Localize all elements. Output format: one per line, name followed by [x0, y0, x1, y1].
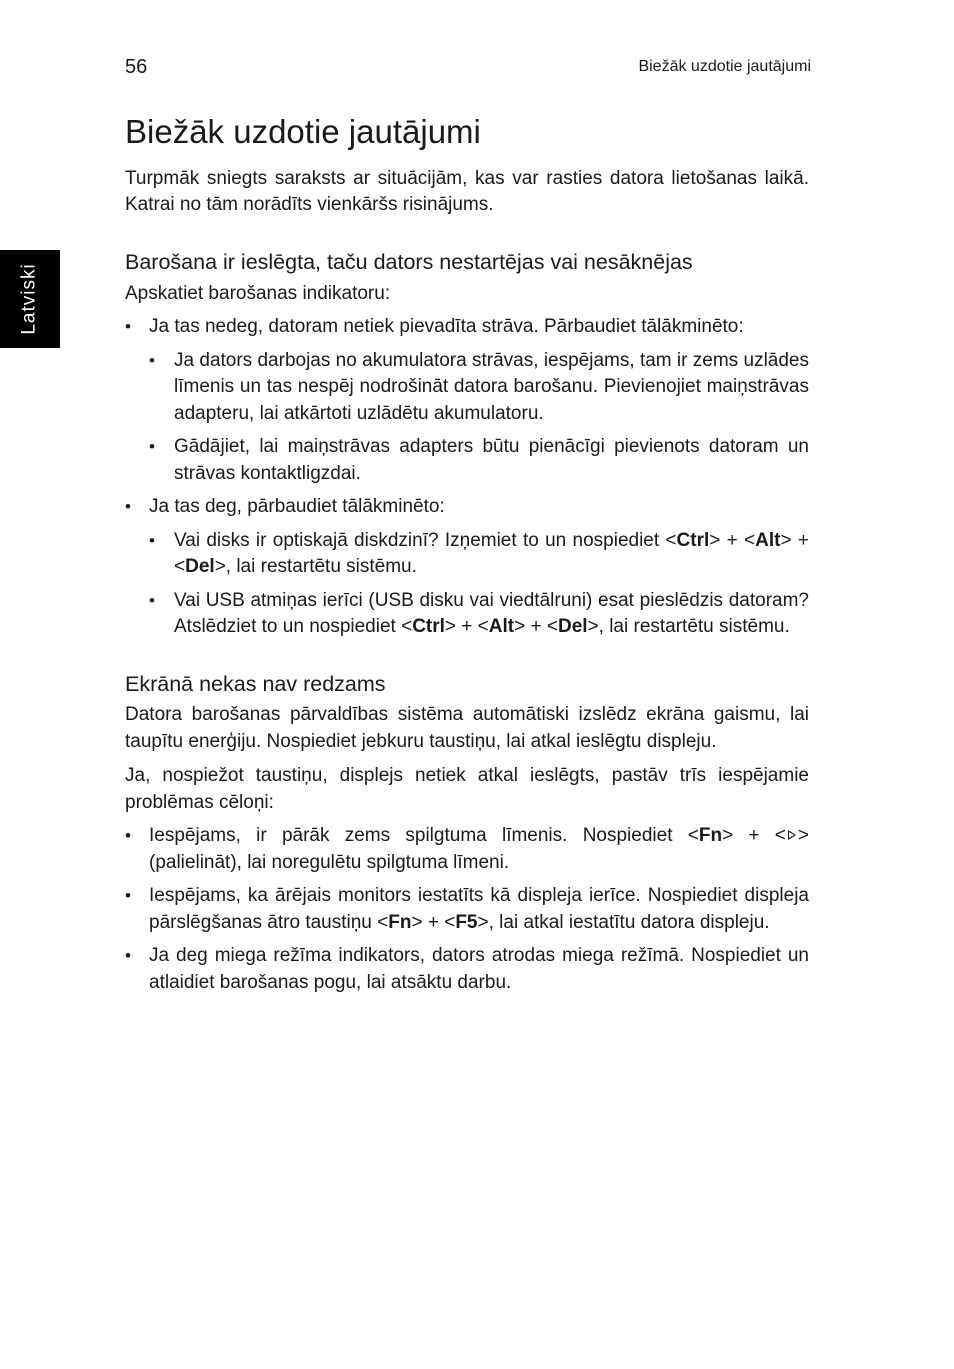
page-title: Biežāk uzdotie jautājumi — [125, 113, 481, 150]
bullet: • — [125, 497, 131, 517]
list-item-text: Iespējams, ir pārāk zems spilgtuma līmenis. Nospiediet <Fn> + < > (palielināt), lai noregulētu spilgtuma līmeni. — [149, 825, 809, 873]
list-item-text: Ja deg miega režīma indikators, dators atrodas miega režīmā. Nospiediet un atlaidiet barošanas pogu, lai atsāktu darbu. — [149, 945, 809, 993]
list-item-text: Iespējams, ka ārējais monitors iestatīts kā displeja ierīce. Nospiediet displeja pārslēgšanas ātro taustiņu <Fn> + <F5>, lai atkal iestatītu datora displeju. — [149, 885, 809, 933]
running-header: Biežāk uzdotie jautājumi — [638, 58, 811, 75]
list-item-text: Ja dators darbojas no akumulatora strāvas, iespējams, tam ir zems uzlādes līmenis un tas nespēj nodrošināt datora barošanu. Pievienojiet maiņstrāvas adapteru, lai atkārtoti uzlādētu akumulatoru. — [174, 349, 809, 424]
list-item — [125, 348, 809, 428]
key-label: Del — [557, 616, 588, 638]
key-label: Ctrl — [412, 616, 445, 638]
list-item-text: Ja tas nedeg, datoram netiek pievadīta strāva. Pārbaudiet tālākminēto: — [149, 316, 744, 338]
key-label: Alt — [755, 529, 781, 551]
list-item — [125, 528, 809, 581]
key-label: F5 — [455, 911, 478, 933]
key-label: Fn — [698, 825, 723, 847]
body-paragraph: Datora barošanas pārvaldības sistēma automātiski izslēdz ekrāna gaismu, lai taupītu enerģiju. Nospiediet jebkuru taustiņu, lai atkal ieslēgtu displeju. — [125, 704, 809, 752]
brightness-up-icon — [788, 830, 796, 840]
list-item-text: Ja tas deg, pārbaudiet tālākminēto: — [149, 496, 445, 518]
bullet: • — [125, 317, 131, 337]
list-item-text: Vai USB atmiņas ierīci (USB disku vai viedtālruni) esat pieslēdzis datoram? Atslēdziet to un nospiediet <Ctrl> + <Alt> + <Del>, lai restartētu sistēmu. — [174, 589, 809, 638]
bullet: • — [149, 350, 155, 370]
bullet: • — [149, 530, 155, 550]
list-item — [125, 823, 809, 876]
bullet: • — [125, 826, 131, 846]
list-item — [125, 434, 809, 487]
body-paragraph: Ja, nospiežot taustiņu, displejs netiek atkal ieslēgts, pastāv trīs iespējamie problēmas cēloņi: — [125, 765, 809, 813]
section-heading-display: Ekrānā nekas nav redzams — [125, 671, 386, 696]
bullet: • — [125, 886, 131, 906]
list-item-text: Vai disks ir optiskajā diskdzinī? Izņemiet to un nospiediet <Ctrl> + <Alt> + <Del>, lai restartētu sistēmu. — [174, 529, 809, 578]
key-label: Del — [185, 556, 215, 578]
list-item — [125, 314, 809, 341]
section-heading-power: Barošana ir ieslēgta, taču dators nestartējas vai nesāknējas — [125, 249, 693, 274]
main-content — [125, 112, 809, 996]
list-item-text: Gādājiet, lai maiņstrāvas adapters būtu pienācīgi pievienots datoram un strāvas kontaktligzdai. — [174, 436, 809, 484]
language-side-tab — [0, 250, 60, 348]
key-label: Ctrl — [676, 529, 710, 551]
language-label: Latviski — [19, 263, 41, 335]
key-label: Fn — [388, 911, 412, 933]
page-number: 56 — [125, 56, 148, 78]
intro-paragraph: Turpmāk sniegts saraksts ar situācijām, kas var rasties datora lietošanas laikā. Katrai no tām norādīts vienkāršs risinājums. — [125, 167, 809, 216]
list-item — [125, 588, 809, 641]
list-item — [125, 943, 809, 996]
bullet: • — [149, 437, 155, 457]
list-item — [125, 494, 809, 521]
section-lead: Apskatiet barošanas indikatoru: — [125, 282, 391, 304]
key-label: Alt — [488, 616, 515, 638]
list-item — [125, 883, 809, 936]
bullet: • — [125, 946, 131, 966]
bullet: • — [149, 590, 155, 610]
